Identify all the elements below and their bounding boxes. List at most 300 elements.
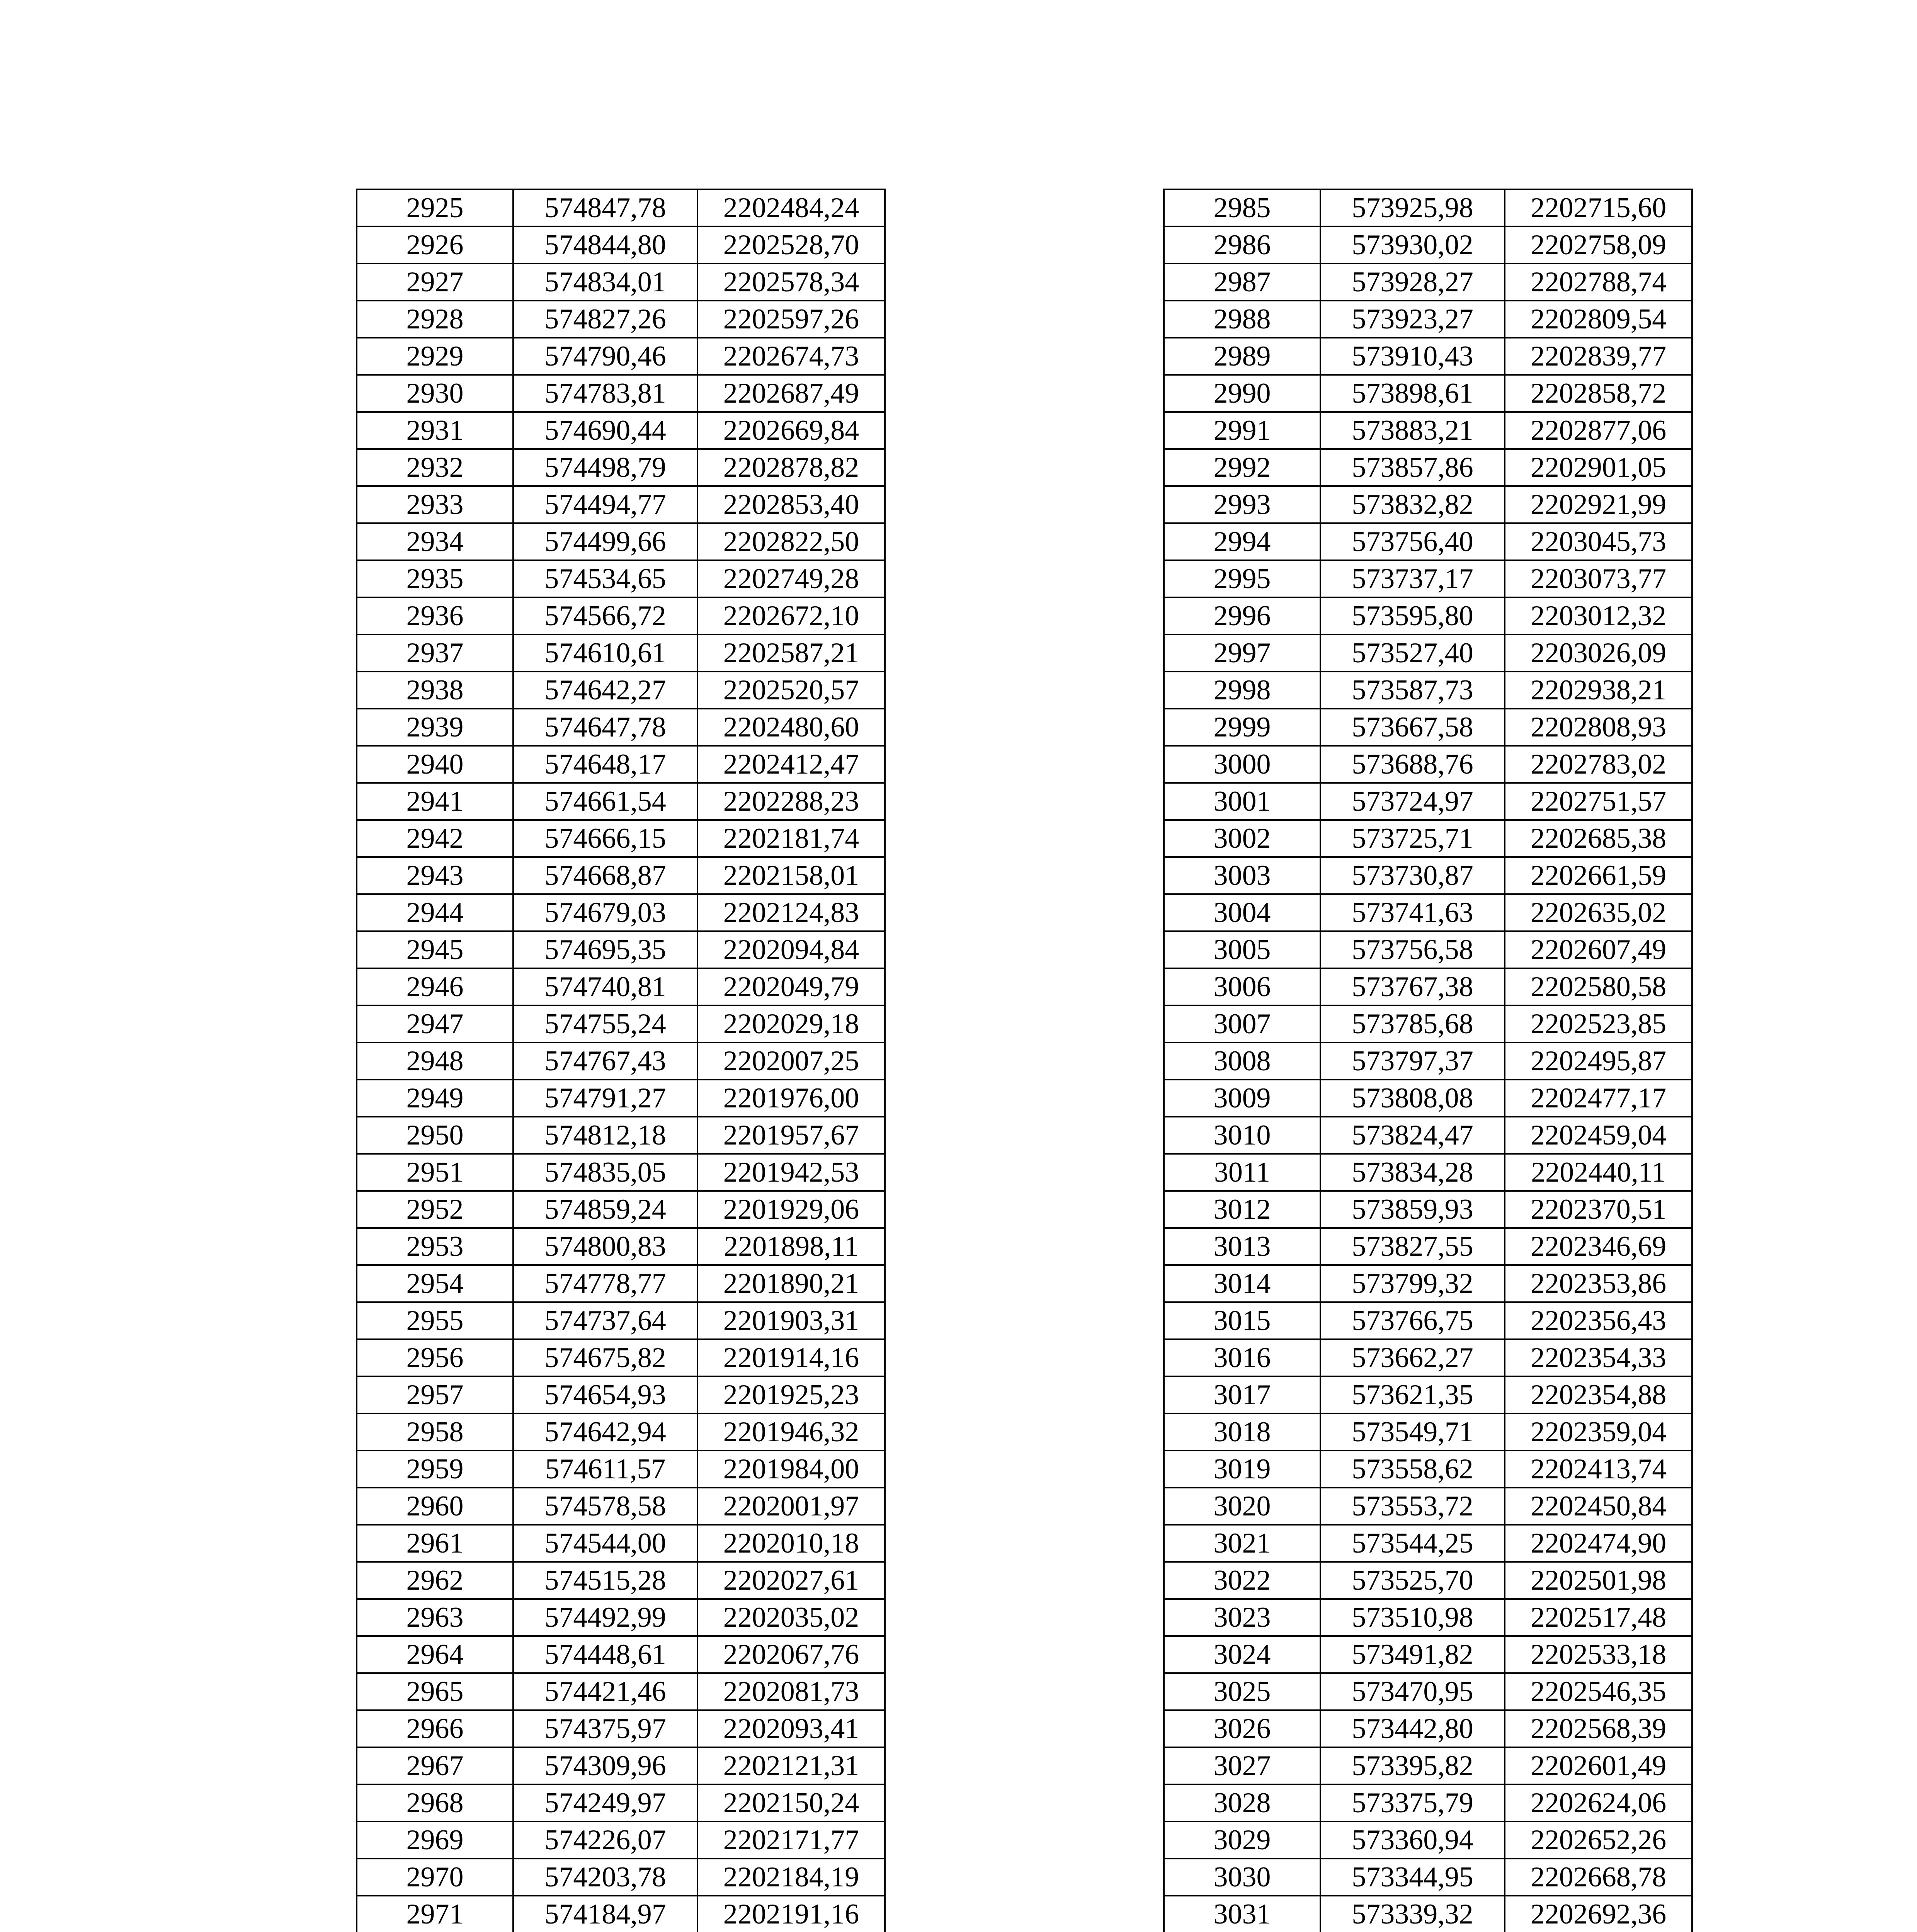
table-row <box>357 1413 885 1451</box>
x-coordinate-cell: 574783,81 <box>513 375 697 412</box>
table-row <box>1164 783 1692 820</box>
y-coordinate-cell: 2202523,85 <box>1505 1005 1692 1043</box>
x-coordinate-cell: 573910,43 <box>1320 338 1505 375</box>
x-coordinate-cell: 573808,08 <box>1320 1080 1505 1117</box>
table-row <box>357 1784 885 1821</box>
point-number-cell: 2989 <box>1164 338 1320 375</box>
y-coordinate-cell: 2202687,49 <box>697 375 885 412</box>
y-coordinate-cell: 2202356,43 <box>1505 1302 1692 1339</box>
point-number-cell: 2946 <box>357 968 513 1005</box>
x-coordinate-cell: 573553,72 <box>1320 1488 1505 1525</box>
point-number-cell: 3019 <box>1164 1451 1320 1488</box>
point-number-cell: 3028 <box>1164 1784 1320 1821</box>
x-coordinate-cell: 573827,55 <box>1320 1228 1505 1265</box>
point-number-cell: 3016 <box>1164 1339 1320 1376</box>
x-coordinate-cell: 574791,27 <box>513 1080 697 1117</box>
point-number-cell: 2943 <box>357 857 513 894</box>
table-row <box>357 412 885 449</box>
coordinates-table-right <box>1163 189 1693 1932</box>
x-coordinate-cell: 574647,78 <box>513 709 697 746</box>
x-coordinate-cell: 573898,61 <box>1320 375 1505 412</box>
table-row <box>357 1821 885 1859</box>
point-number-cell: 2965 <box>357 1673 513 1710</box>
point-number-cell: 2961 <box>357 1525 513 1562</box>
y-coordinate-cell: 2202093,41 <box>697 1710 885 1747</box>
table-row <box>357 1154 885 1191</box>
point-number-cell: 2931 <box>357 412 513 449</box>
table-row <box>357 1005 885 1043</box>
table-row <box>1164 1784 1692 1821</box>
point-number-cell: 2999 <box>1164 709 1320 746</box>
y-coordinate-cell: 2202858,72 <box>1505 375 1692 412</box>
table-row <box>1164 1302 1692 1339</box>
y-coordinate-cell: 2202359,04 <box>1505 1413 1692 1451</box>
y-coordinate-cell: 2202450,84 <box>1505 1488 1692 1525</box>
x-coordinate-cell: 573339,32 <box>1320 1896 1505 1932</box>
table-row <box>1164 560 1692 597</box>
x-coordinate-cell: 574755,24 <box>513 1005 697 1043</box>
point-number-cell: 2993 <box>1164 486 1320 523</box>
table-row <box>357 783 885 820</box>
table-row <box>357 634 885 672</box>
table-row <box>1164 857 1692 894</box>
point-number-cell: 2926 <box>357 226 513 264</box>
table-body <box>1164 189 1692 1932</box>
y-coordinate-cell: 2202587,21 <box>697 634 885 672</box>
point-number-cell: 2930 <box>357 375 513 412</box>
table-row <box>1164 1525 1692 1562</box>
table-row <box>1164 1747 1692 1784</box>
table-row <box>357 1636 885 1673</box>
y-coordinate-cell: 2202597,26 <box>697 301 885 338</box>
point-number-cell: 2985 <box>1164 189 1320 226</box>
table-row <box>1164 1191 1692 1228</box>
y-coordinate-cell: 2202158,01 <box>697 857 885 894</box>
x-coordinate-cell: 573799,32 <box>1320 1265 1505 1302</box>
point-number-cell: 2954 <box>357 1265 513 1302</box>
y-coordinate-cell: 2202580,58 <box>1505 968 1692 1005</box>
table-row <box>357 1117 885 1154</box>
table-row <box>357 1043 885 1080</box>
x-coordinate-cell: 573857,86 <box>1320 449 1505 486</box>
point-number-cell: 2997 <box>1164 634 1320 672</box>
point-number-cell: 2935 <box>357 560 513 597</box>
table-row <box>1164 375 1692 412</box>
x-coordinate-cell: 574800,83 <box>513 1228 697 1265</box>
y-coordinate-cell: 2202715,60 <box>1505 189 1692 226</box>
table-row <box>357 1302 885 1339</box>
table-row <box>357 1896 885 1932</box>
x-coordinate-cell: 574666,15 <box>513 820 697 857</box>
coordinates-table-left <box>356 189 886 1932</box>
x-coordinate-cell: 573360,94 <box>1320 1821 1505 1859</box>
y-coordinate-cell: 2202692,36 <box>1505 1896 1692 1932</box>
table-row <box>1164 1673 1692 1710</box>
y-coordinate-cell: 2202191,16 <box>697 1896 885 1932</box>
point-number-cell: 2986 <box>1164 226 1320 264</box>
table-row <box>1164 1636 1692 1673</box>
x-coordinate-cell: 574668,87 <box>513 857 697 894</box>
y-coordinate-cell: 2202601,49 <box>1505 1747 1692 1784</box>
point-number-cell: 3008 <box>1164 1043 1320 1080</box>
x-coordinate-cell: 573667,58 <box>1320 709 1505 746</box>
y-coordinate-cell: 2202685,38 <box>1505 820 1692 857</box>
y-coordinate-cell: 2201914,16 <box>697 1339 885 1376</box>
point-number-cell: 2991 <box>1164 412 1320 449</box>
y-coordinate-cell: 2202783,02 <box>1505 746 1692 783</box>
y-coordinate-cell: 2202495,87 <box>1505 1043 1692 1080</box>
table-row <box>357 264 885 301</box>
x-coordinate-cell: 574184,97 <box>513 1896 697 1932</box>
y-coordinate-cell: 2202184,19 <box>697 1859 885 1896</box>
table-row <box>1164 1599 1692 1636</box>
point-number-cell: 2988 <box>1164 301 1320 338</box>
y-coordinate-cell: 2202528,70 <box>697 226 885 264</box>
y-coordinate-cell: 2202459,04 <box>1505 1117 1692 1154</box>
y-coordinate-cell: 2202346,69 <box>1505 1228 1692 1265</box>
table-row <box>357 1599 885 1636</box>
point-number-cell: 2952 <box>357 1191 513 1228</box>
y-coordinate-cell: 2202533,18 <box>1505 1636 1692 1673</box>
point-number-cell: 3018 <box>1164 1413 1320 1451</box>
table-row <box>1164 449 1692 486</box>
y-coordinate-cell: 2202150,24 <box>697 1784 885 1821</box>
x-coordinate-cell: 573662,27 <box>1320 1339 1505 1376</box>
x-coordinate-cell: 574226,07 <box>513 1821 697 1859</box>
y-coordinate-cell: 2202878,82 <box>697 449 885 486</box>
x-coordinate-cell: 573737,17 <box>1320 560 1505 597</box>
point-number-cell: 3022 <box>1164 1562 1320 1599</box>
point-number-cell: 2944 <box>357 894 513 931</box>
point-number-cell: 2992 <box>1164 449 1320 486</box>
table-row <box>1164 1228 1692 1265</box>
x-coordinate-cell: 574827,26 <box>513 301 697 338</box>
table-row <box>357 560 885 597</box>
y-coordinate-cell: 2202354,88 <box>1505 1376 1692 1413</box>
point-number-cell: 2925 <box>357 189 513 226</box>
y-coordinate-cell: 2202094,84 <box>697 931 885 968</box>
point-number-cell: 3023 <box>1164 1599 1320 1636</box>
table-row <box>1164 1710 1692 1747</box>
table-row <box>357 709 885 746</box>
y-coordinate-cell: 2201890,21 <box>697 1265 885 1302</box>
y-coordinate-cell: 2202921,99 <box>1505 486 1692 523</box>
table-row <box>1164 486 1692 523</box>
point-number-cell: 2938 <box>357 672 513 709</box>
y-coordinate-cell: 2202124,83 <box>697 894 885 931</box>
table-row <box>357 1525 885 1562</box>
point-number-cell: 2937 <box>357 634 513 672</box>
y-coordinate-cell: 2202001,97 <box>697 1488 885 1525</box>
x-coordinate-cell: 574534,65 <box>513 560 697 597</box>
y-coordinate-cell: 2201946,32 <box>697 1413 885 1451</box>
x-coordinate-cell: 573527,40 <box>1320 634 1505 672</box>
point-number-cell: 3001 <box>1164 783 1320 820</box>
table-row <box>1164 1488 1692 1525</box>
x-coordinate-cell: 573558,62 <box>1320 1451 1505 1488</box>
table-row <box>357 931 885 968</box>
x-coordinate-cell: 573730,87 <box>1320 857 1505 894</box>
x-coordinate-cell: 573587,73 <box>1320 672 1505 709</box>
table-row <box>1164 1043 1692 1080</box>
table-row <box>1164 1117 1692 1154</box>
y-coordinate-cell: 2202624,06 <box>1505 1784 1692 1821</box>
point-number-cell: 2928 <box>357 301 513 338</box>
table-row <box>1164 968 1692 1005</box>
table-row <box>1164 523 1692 560</box>
x-coordinate-cell: 574642,27 <box>513 672 697 709</box>
table-row <box>1164 820 1692 857</box>
x-coordinate-cell: 574203,78 <box>513 1859 697 1896</box>
point-number-cell: 2948 <box>357 1043 513 1080</box>
point-number-cell: 2964 <box>357 1636 513 1673</box>
x-coordinate-cell: 574448,61 <box>513 1636 697 1673</box>
point-number-cell: 3007 <box>1164 1005 1320 1043</box>
point-number-cell: 2950 <box>357 1117 513 1154</box>
point-number-cell: 3026 <box>1164 1710 1320 1747</box>
table-row <box>357 1562 885 1599</box>
point-number-cell: 3005 <box>1164 931 1320 968</box>
table-row <box>357 1673 885 1710</box>
y-coordinate-cell: 2202171,77 <box>697 1821 885 1859</box>
point-number-cell: 2969 <box>357 1821 513 1859</box>
x-coordinate-cell: 574690,44 <box>513 412 697 449</box>
point-number-cell: 2927 <box>357 264 513 301</box>
y-coordinate-cell: 2202413,74 <box>1505 1451 1692 1488</box>
point-number-cell: 3011 <box>1164 1154 1320 1191</box>
y-coordinate-cell: 2202029,18 <box>697 1005 885 1043</box>
point-number-cell: 2998 <box>1164 672 1320 709</box>
point-number-cell: 2940 <box>357 746 513 783</box>
y-coordinate-cell: 2202035,02 <box>697 1599 885 1636</box>
y-coordinate-cell: 2202007,25 <box>697 1043 885 1080</box>
x-coordinate-cell: 573549,71 <box>1320 1413 1505 1451</box>
point-number-cell: 3027 <box>1164 1747 1320 1784</box>
table-row <box>357 857 885 894</box>
point-number-cell: 2955 <box>357 1302 513 1339</box>
table-row <box>357 226 885 264</box>
table-row <box>357 1859 885 1896</box>
point-number-cell: 3015 <box>1164 1302 1320 1339</box>
x-coordinate-cell: 573595,80 <box>1320 597 1505 634</box>
point-number-cell: 3004 <box>1164 894 1320 931</box>
table-row <box>357 968 885 1005</box>
x-coordinate-cell: 573724,97 <box>1320 783 1505 820</box>
point-number-cell: 2962 <box>357 1562 513 1599</box>
x-coordinate-cell: 574859,24 <box>513 1191 697 1228</box>
x-coordinate-cell: 574812,18 <box>513 1117 697 1154</box>
y-coordinate-cell: 2202938,21 <box>1505 672 1692 709</box>
x-coordinate-cell: 574566,72 <box>513 597 697 634</box>
point-number-cell: 2967 <box>357 1747 513 1784</box>
x-coordinate-cell: 573756,40 <box>1320 523 1505 560</box>
y-coordinate-cell: 2202578,34 <box>697 264 885 301</box>
table-row <box>1164 1376 1692 1413</box>
y-coordinate-cell: 2202568,39 <box>1505 1710 1692 1747</box>
x-coordinate-cell: 573725,71 <box>1320 820 1505 857</box>
y-coordinate-cell: 2202288,23 <box>697 783 885 820</box>
point-number-cell: 2987 <box>1164 264 1320 301</box>
table-row <box>357 746 885 783</box>
point-number-cell: 2996 <box>1164 597 1320 634</box>
x-coordinate-cell: 574492,99 <box>513 1599 697 1636</box>
x-coordinate-cell: 574375,97 <box>513 1710 697 1747</box>
point-number-cell: 2932 <box>357 449 513 486</box>
y-coordinate-cell: 2202758,09 <box>1505 226 1692 264</box>
y-coordinate-cell: 2202412,47 <box>697 746 885 783</box>
point-number-cell: 3025 <box>1164 1673 1320 1710</box>
y-coordinate-cell: 2203045,73 <box>1505 523 1692 560</box>
y-coordinate-cell: 2202081,73 <box>697 1673 885 1710</box>
x-coordinate-cell: 574610,61 <box>513 634 697 672</box>
table-row <box>357 1710 885 1747</box>
x-coordinate-cell: 574834,01 <box>513 264 697 301</box>
y-coordinate-cell: 2202788,74 <box>1505 264 1692 301</box>
y-coordinate-cell: 2202474,90 <box>1505 1525 1692 1562</box>
point-number-cell: 3000 <box>1164 746 1320 783</box>
x-coordinate-cell: 574494,77 <box>513 486 697 523</box>
table-row <box>1164 597 1692 634</box>
point-number-cell: 2945 <box>357 931 513 968</box>
point-number-cell: 2953 <box>357 1228 513 1265</box>
table-row <box>357 1265 885 1302</box>
x-coordinate-cell: 574661,54 <box>513 783 697 820</box>
y-coordinate-cell: 2202477,17 <box>1505 1080 1692 1117</box>
point-number-cell: 2934 <box>357 523 513 560</box>
point-number-cell: 2959 <box>357 1451 513 1488</box>
x-coordinate-cell: 574309,96 <box>513 1747 697 1784</box>
table-row <box>357 894 885 931</box>
table-row <box>1164 634 1692 672</box>
y-coordinate-cell: 2202121,31 <box>697 1747 885 1784</box>
y-coordinate-cell: 2203012,32 <box>1505 597 1692 634</box>
point-number-cell: 2963 <box>357 1599 513 1636</box>
x-coordinate-cell: 574740,81 <box>513 968 697 1005</box>
table-row <box>357 1191 885 1228</box>
point-number-cell: 2939 <box>357 709 513 746</box>
y-coordinate-cell: 2202354,33 <box>1505 1339 1692 1376</box>
point-number-cell: 2966 <box>357 1710 513 1747</box>
x-coordinate-cell: 573767,38 <box>1320 968 1505 1005</box>
point-number-cell: 3029 <box>1164 1821 1320 1859</box>
x-coordinate-cell: 573756,58 <box>1320 931 1505 968</box>
point-number-cell: 2956 <box>357 1339 513 1376</box>
point-number-cell: 2936 <box>357 597 513 634</box>
table-body <box>357 189 885 1932</box>
table-row <box>1164 264 1692 301</box>
x-coordinate-cell: 574679,03 <box>513 894 697 931</box>
x-coordinate-cell: 573491,82 <box>1320 1636 1505 1673</box>
x-coordinate-cell: 574499,66 <box>513 523 697 560</box>
point-number-cell: 3003 <box>1164 857 1320 894</box>
table-row <box>357 486 885 523</box>
y-coordinate-cell: 2202809,54 <box>1505 301 1692 338</box>
y-coordinate-cell: 2202877,06 <box>1505 412 1692 449</box>
table-row <box>357 301 885 338</box>
y-coordinate-cell: 2201925,23 <box>697 1376 885 1413</box>
x-coordinate-cell: 574844,80 <box>513 226 697 264</box>
table-row <box>1164 709 1692 746</box>
y-coordinate-cell: 2202822,50 <box>697 523 885 560</box>
y-coordinate-cell: 2202749,28 <box>697 560 885 597</box>
table-row <box>357 1080 885 1117</box>
point-number-cell: 2995 <box>1164 560 1320 597</box>
table-row <box>1164 746 1692 783</box>
y-coordinate-cell: 2202853,40 <box>697 486 885 523</box>
table-row <box>357 597 885 634</box>
y-coordinate-cell: 2202669,84 <box>697 412 885 449</box>
y-coordinate-cell: 2203026,09 <box>1505 634 1692 672</box>
y-coordinate-cell: 2202751,57 <box>1505 783 1692 820</box>
y-coordinate-cell: 2202901,05 <box>1505 449 1692 486</box>
table-row <box>1164 894 1692 931</box>
y-coordinate-cell: 2202839,77 <box>1505 338 1692 375</box>
x-coordinate-cell: 573928,27 <box>1320 264 1505 301</box>
y-coordinate-cell: 2202635,02 <box>1505 894 1692 931</box>
point-number-cell: 2990 <box>1164 375 1320 412</box>
y-coordinate-cell: 2201903,31 <box>697 1302 885 1339</box>
table-row <box>1164 1821 1692 1859</box>
x-coordinate-cell: 573923,27 <box>1320 301 1505 338</box>
y-coordinate-cell: 2201957,67 <box>697 1117 885 1154</box>
x-coordinate-cell: 573925,98 <box>1320 189 1505 226</box>
point-number-cell: 3009 <box>1164 1080 1320 1117</box>
x-coordinate-cell: 573834,28 <box>1320 1154 1505 1191</box>
x-coordinate-cell: 574695,35 <box>513 931 697 968</box>
x-coordinate-cell: 573797,37 <box>1320 1043 1505 1080</box>
x-coordinate-cell: 573785,68 <box>1320 1005 1505 1043</box>
table-row <box>1164 1562 1692 1599</box>
table-row <box>1164 1896 1692 1932</box>
point-number-cell: 3012 <box>1164 1191 1320 1228</box>
x-coordinate-cell: 573688,76 <box>1320 746 1505 783</box>
y-coordinate-cell: 2202067,76 <box>697 1636 885 1673</box>
point-number-cell: 2942 <box>357 820 513 857</box>
point-number-cell: 2957 <box>357 1376 513 1413</box>
table-row <box>357 1376 885 1413</box>
x-coordinate-cell: 574675,82 <box>513 1339 697 1376</box>
x-coordinate-cell: 574544,00 <box>513 1525 697 1562</box>
point-number-cell: 3024 <box>1164 1636 1320 1673</box>
y-coordinate-cell: 2202370,51 <box>1505 1191 1692 1228</box>
table-row <box>1164 1154 1692 1191</box>
x-coordinate-cell: 574642,94 <box>513 1413 697 1451</box>
table-row <box>357 820 885 857</box>
point-number-cell: 3010 <box>1164 1117 1320 1154</box>
x-coordinate-cell: 573544,25 <box>1320 1525 1505 1562</box>
y-coordinate-cell: 2202661,59 <box>1505 857 1692 894</box>
table-row <box>357 375 885 412</box>
table-row <box>357 1339 885 1376</box>
point-number-cell: 2960 <box>357 1488 513 1525</box>
point-number-cell: 2994 <box>1164 523 1320 560</box>
y-coordinate-cell: 2202672,10 <box>697 597 885 634</box>
y-coordinate-cell: 2201984,00 <box>697 1451 885 1488</box>
point-number-cell: 3017 <box>1164 1376 1320 1413</box>
y-coordinate-cell: 2202668,78 <box>1505 1859 1692 1896</box>
point-number-cell: 2970 <box>357 1859 513 1896</box>
x-coordinate-cell: 574835,05 <box>513 1154 697 1191</box>
table-row <box>1164 301 1692 338</box>
x-coordinate-cell: 573442,80 <box>1320 1710 1505 1747</box>
y-coordinate-cell: 2202484,24 <box>697 189 885 226</box>
table-row <box>357 338 885 375</box>
point-number-cell: 2958 <box>357 1413 513 1451</box>
y-coordinate-cell: 2202517,48 <box>1505 1599 1692 1636</box>
table-row <box>1164 338 1692 375</box>
point-number-cell: 3021 <box>1164 1525 1320 1562</box>
point-number-cell: 3031 <box>1164 1896 1320 1932</box>
